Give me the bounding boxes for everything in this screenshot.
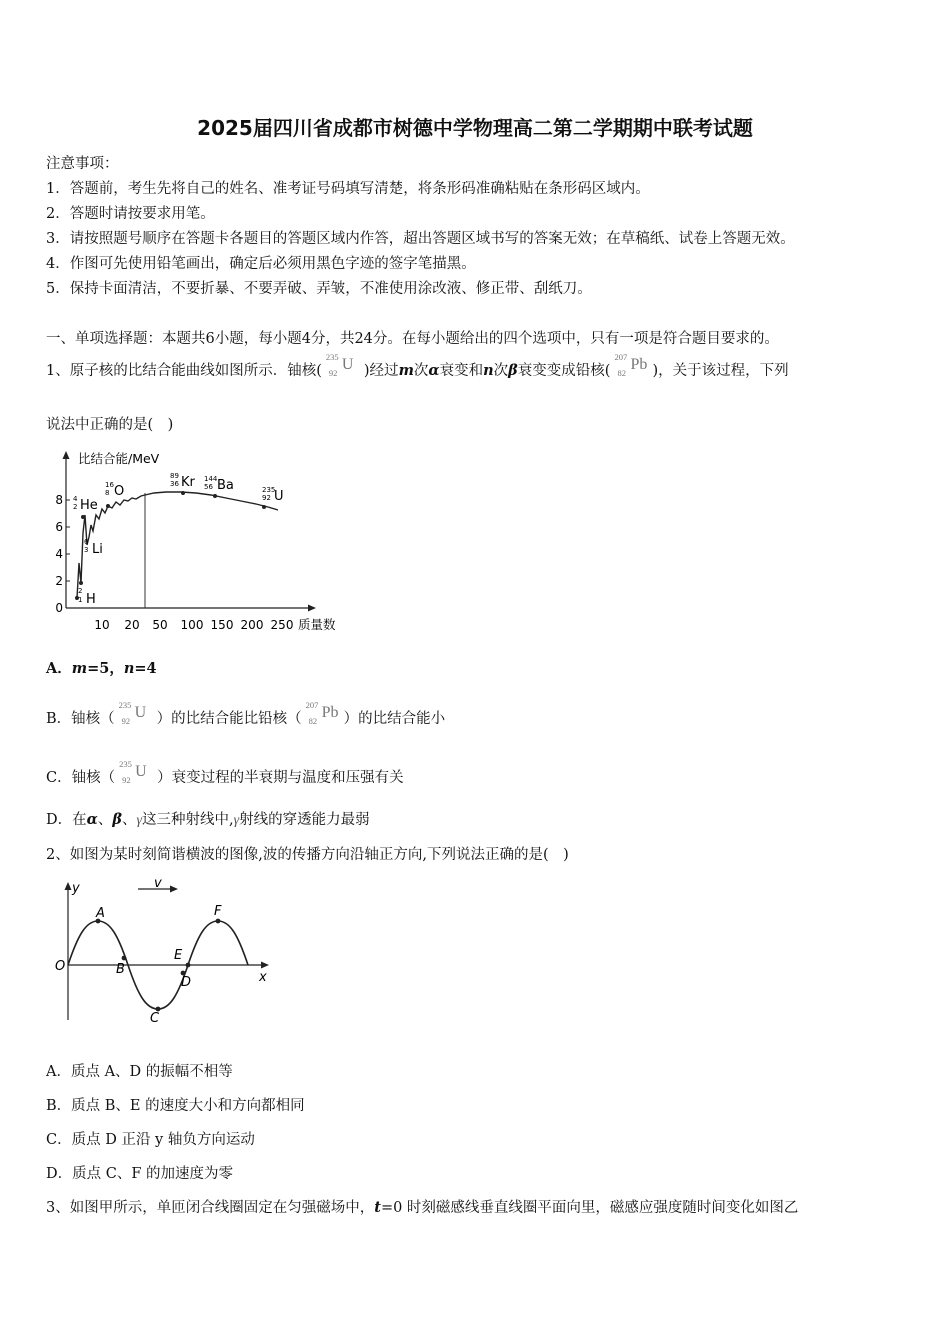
notice-item: 2．答题时请按要求用笔。 [46,206,215,222]
y-axis-label: y [72,881,80,896]
q2-option-a: A．质点 A、D 的振幅不相等 [46,1064,233,1080]
y-tick: 8 [55,493,63,507]
point-label-f: F [214,904,222,919]
q1-option-d: D．在α、β、γ这三种射线中,γ射线的穿透能力最弱 [46,811,370,828]
x-tick: 20 [124,618,140,632]
point-label-e: E [174,948,183,963]
q1-option-c: C．铀核（ 235 92 U ）衰变过程的半衰期与温度和压强有关 [46,762,404,792]
x-tick: 150 [210,618,234,632]
point-label-a: A [96,906,105,921]
nuclide-symbol: Li [92,542,103,557]
y-tick: 0 [55,601,63,615]
nuclide-charge: 8 [105,489,110,497]
uranium-nuclide: 235 92 U [118,700,147,726]
nuclide-charge: 1 [78,596,83,604]
nuclide-charge: 3 [84,546,89,554]
q1-stem: 1、原子核的比结合能曲线如图所示．铀核( 235 92 U )经过m次α衰变和n次β衰变变成铅核( 207 82 Pb )，关于该过程，下列 [46,355,789,385]
notice-item: 4．作图可先使用铅笔画出，确定后必须用黑色字迹的签字笔描黑。 [46,256,476,272]
q1-stem-line2: 说法中正确的是( ) [46,417,174,433]
nuclide-charge: 56 [204,483,213,491]
q3-stem: 3、如图甲所示，单匝闭合线圈固定在匀强磁场中，t=0 时刻磁感线垂直线圈平面向里，磁感应强度随时间变化如图乙 [46,1199,799,1216]
nuclide-mass: 2 [78,587,83,595]
nuclide-symbol: O [114,484,125,499]
notice-item: 5．保持卡面清洁，不要折暴、不要弄破、弄皱，不准使用涂改液、修正带、刮纸刀。 [46,281,592,297]
lead-nuclide: 207 82 Pb [305,700,339,726]
y-tick: 4 [55,547,63,561]
nuclide-symbol: H [86,592,96,607]
x-tick: 250 [270,618,294,632]
y-tick: 2 [55,574,63,588]
velocity-label: v [154,876,162,891]
notice-heading: 注意事项： [46,156,119,172]
nuclide-mass: 6 [84,538,89,546]
q2-stem: 2、如图为某时刻简谐横波的图像,波的传播方向沿轴正方向,下列说法正确的是( ) [46,847,569,863]
notice-item: 1．答题前，考生先将自己的姓名、准考证号码填写清楚，将条形码准确粘贴在条形码区域内。 [46,181,650,197]
x-axis-label: x [259,970,267,985]
q1-option-a: A．m=5，n=4 [46,660,157,677]
uranium-nuclide: 235 92 U [325,352,354,378]
notice-item: 3．请按照题号顺序在答题卡各题目的答题区域内作答，超出答题区域书写的答案无效；在草稿纸、试卷上答题无效。 [46,231,795,247]
nuclide-charge: 2 [73,503,78,511]
section-heading: 一、单项选择题：本题共6小题，每小题4分，共24分。在每小题给出的四个选项中，只有一项是符合题目要求的。 [46,331,779,347]
x-tick: 200 [240,618,264,632]
point-label-c: C [150,1011,160,1025]
x-tick: 10 [94,618,110,632]
nuclide-symbol: Kr [181,475,195,490]
nuclide-mass: 89 [170,472,179,480]
q2-option-b: B．质点 B、E 的速度大小和方向都相同 [46,1098,305,1114]
x-tick: 100 [180,618,204,632]
nuclide-symbol: Ba [217,478,234,493]
uranium-nuclide: 235 92 U [119,759,147,785]
origin-label: O [55,959,66,974]
q2-option-c: C．质点 D 正沿 y 轴负方向运动 [46,1132,255,1148]
wave-diagram [46,875,286,1025]
binding-energy-chart [46,445,356,635]
point-label-b: B [116,962,125,977]
nuclide-mass: 4 [73,495,78,503]
binding-energy-curve [77,492,278,598]
point-label-d: D [181,975,192,990]
nuclide-charge: 92 [262,494,271,502]
q2-option-d: D．质点 C、F 的加速度为零 [46,1166,233,1182]
nuclide-mass: 16 [105,481,114,489]
page-title: 2025届四川省成都市树德中学物理高二第二学期期中联考试题 [197,116,753,140]
nuclide-charge: 36 [170,480,179,488]
nuclide-mass: 235 [262,486,276,494]
nuclide-symbol: U [274,489,284,504]
y-axis-label: 比结合能/MeV [78,451,160,466]
lead-nuclide: 207 82 Pb [614,352,648,378]
q1-option-b: B．铀核（ 235 92 U ）的比结合能比铅核（ 207 82 Pb ）的比结合能小 [46,703,445,733]
x-axis-label: 质量数 [298,617,336,632]
nuclide-symbol: He [80,498,98,513]
nuclide-mass: 144 [204,475,218,483]
x-tick: 50 [152,618,168,632]
y-tick: 6 [55,520,63,534]
